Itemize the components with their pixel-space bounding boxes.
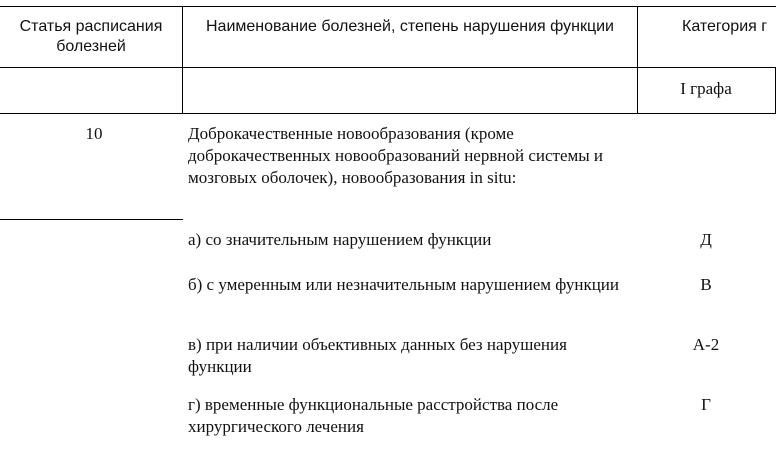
item-a-category: Д <box>700 230 712 249</box>
article-number: 10 <box>85 124 103 143</box>
header-category-column: Категория г <box>682 18 768 35</box>
article-title: Доброкачественные новообразования (кроме доброкачественных новообразований нервной системы и мозговых оболочек), новообразования in situ: <box>188 124 604 187</box>
header-article-column: Статья расписания болезней <box>19 18 163 55</box>
subheader-graph-1: I графа <box>680 79 732 98</box>
header-name-column: Наименование болезней, степень нарушения функции <box>205 18 614 35</box>
item-b-category: В <box>700 275 712 294</box>
header-divider <box>0 67 776 68</box>
column-divider-1 <box>182 6 183 114</box>
article-divider <box>0 219 183 220</box>
item-c-text: в) при наличии объективных данных без нарушения функции <box>188 335 567 376</box>
item-c-category: А-2 <box>692 335 720 354</box>
item-b-text: б) с умеренным или незначительным нарушением функции <box>188 275 619 294</box>
item-d-text: г) временные функциональные расстройства после хирургического лечения <box>188 395 559 436</box>
item-a-text: а) со значительным нарушением функции <box>188 230 492 249</box>
subheader-divider <box>0 113 776 114</box>
item-d-category: Г <box>701 395 711 414</box>
table-top-border <box>0 6 776 7</box>
